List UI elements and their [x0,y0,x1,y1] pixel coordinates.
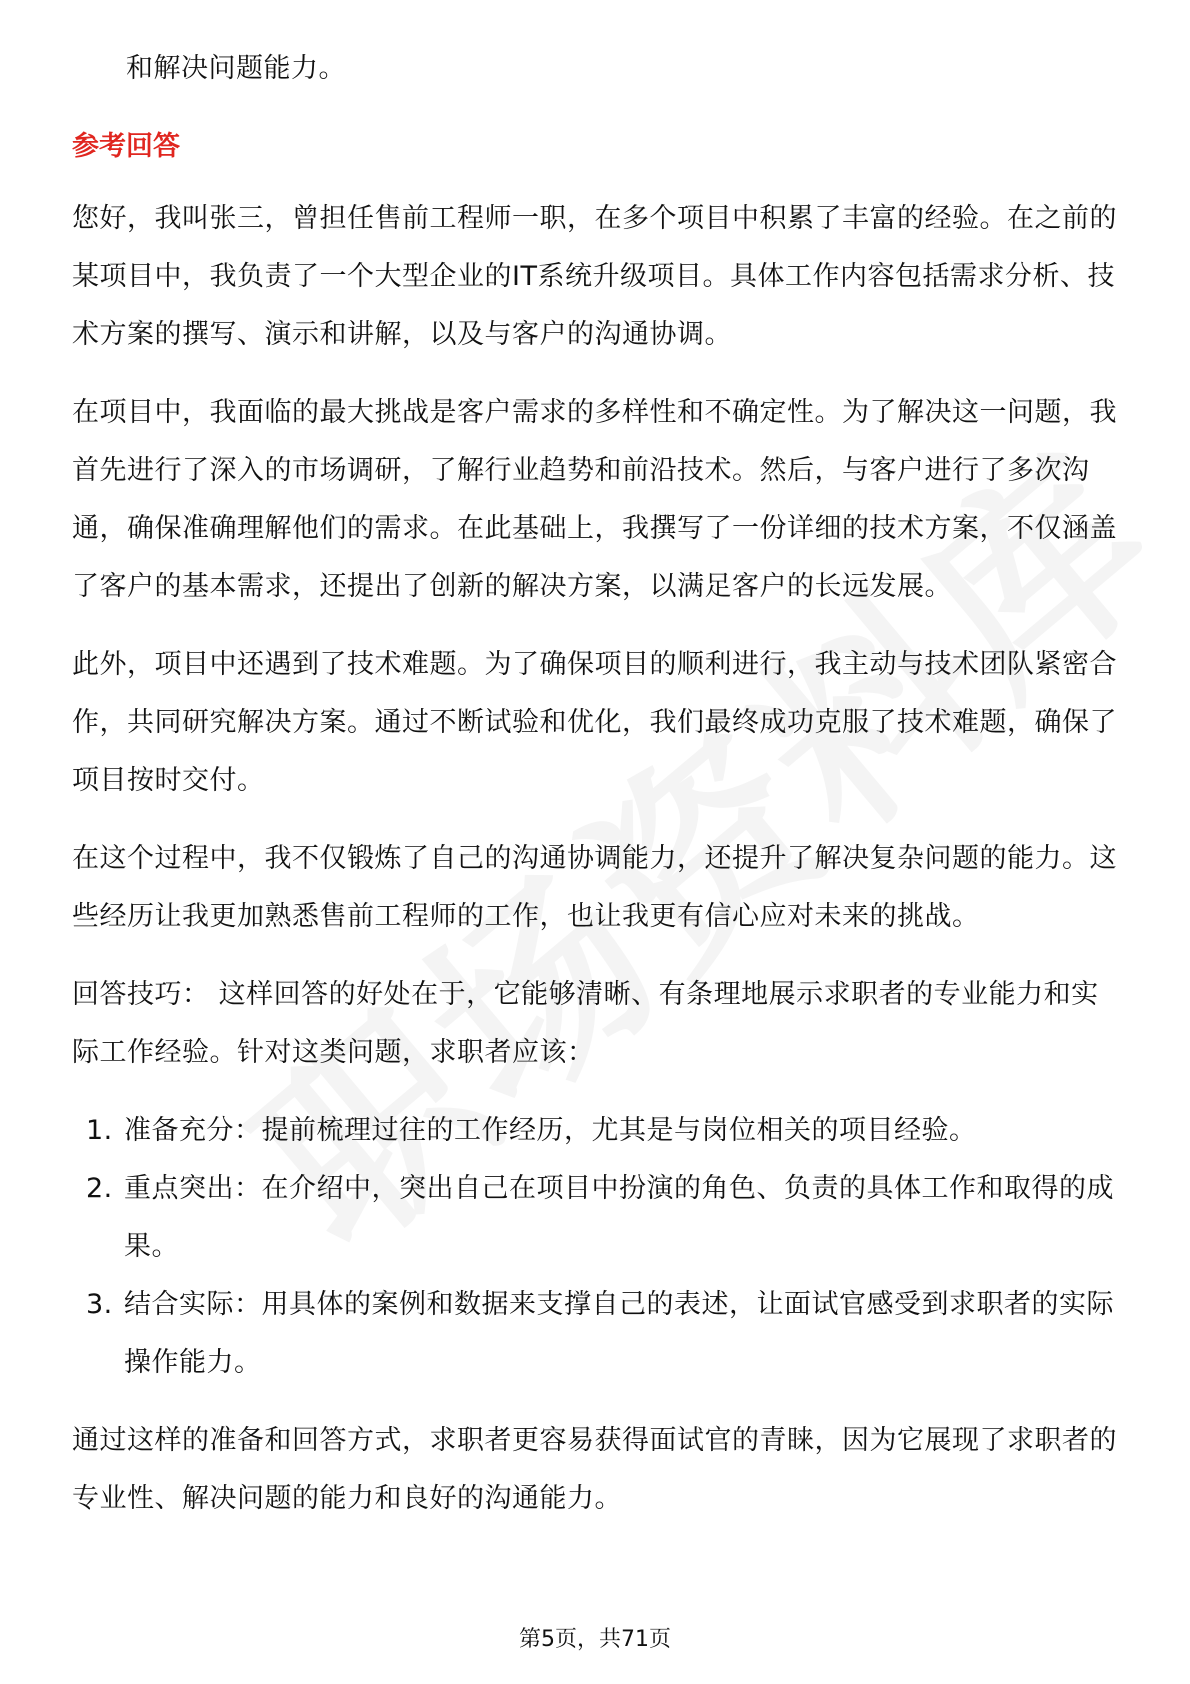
paragraph-challenge: 在项目中，我面临的最大挑战是客户需求的多样性和不确定性。为了解决这一问题，我首先进行了深入的市场调研，了解行业趋势和前沿技术。然后，与客户进行了多次沟通，确保准确理解他们的需求。在此基础上，我撰写了一份详细的技术方案，不仅涵盖了客户的基本需求，还提出了创新的解决方案，以满足客户的长远发展。 [72,397,1117,602]
list-number: 3. [86,1289,113,1320]
tips-list [72,1102,1122,1392]
paragraph-conclusion: 通过这样的准备和回答方式，求职者更容易获得面试官的青睐，因为它展现了求职者的专业性、解决问题的能力和良好的沟通能力。 [72,1425,1117,1514]
page-content [72,40,1122,1528]
list-item [72,1160,1122,1276]
list-item [72,1276,1122,1392]
paragraph-reflection: 在这个过程中，我不仅锻炼了自己的沟通协调能力，还提升了解决复杂问题的能力。这些经历让我更加熟悉售前工程师的工作，也让我更有信心应对未来的挑战。 [72,843,1117,932]
list-text: 重点突出：在介绍中，突出自己在项目中扮演的角色、负责的具体工作和取得的成果。 [124,1173,1114,1262]
section-heading: 参考回答 [72,131,180,162]
paragraph-intro: 您好，我叫张三，曾担任售前工程师一职，在多个项目中积累了丰富的经验。在之前的某项目中，我负责了一个大型企业的IT系统升级项目。具体工作内容包括需求分析、技术方案的撰写、演示和讲解，以及与客户的沟通协调。 [72,203,1117,350]
list-number: 1. [86,1115,113,1146]
paragraph-technical: 此外，项目中还遇到了技术难题。为了确保项目的顺利进行，我主动与技术团队紧密合作，共同研究解决方案。通过不断试验和优化，我们最终成功克服了技术难题，确保了项目按时交付。 [72,649,1117,796]
list-item [72,1102,1122,1160]
list-text: 准备充分：提前梳理过往的工作经历，尤其是与岗位相关的项目经验。 [124,1115,977,1146]
list-text: 结合实际：用具体的案例和数据来支撑自己的表述，让面试官感受到求职者的实际操作能力。 [124,1289,1114,1378]
intro-continuation: 和解决问题能力。 [126,53,346,84]
paragraph-tips-intro: 回答技巧： 这样回答的好处在于，它能够清晰、有条理地展示求职者的专业能力和实际工作经验。针对这类问题，求职者应该： [72,979,1099,1068]
list-number: 2. [86,1173,113,1204]
page-number: 第5页，共71页 [519,1627,671,1652]
